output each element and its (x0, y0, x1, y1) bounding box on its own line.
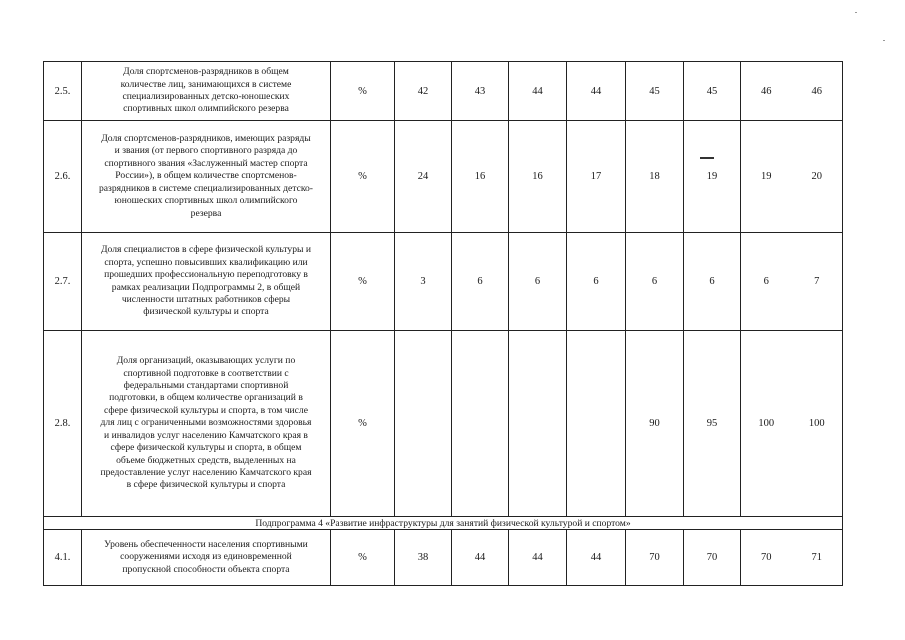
row-number: 2.7. (44, 233, 82, 331)
row-number: 4.1. (44, 530, 82, 586)
indicator-description (82, 233, 331, 331)
value-cell: 44 (452, 530, 509, 586)
value-cell (395, 331, 452, 517)
scan-mark (700, 157, 714, 159)
indicator-description (82, 331, 331, 517)
description-line: количестве лиц, занимающихся в системе (120, 78, 292, 90)
section-row (44, 517, 843, 530)
value-cell: 46 (761, 85, 772, 97)
value-cell: 38 (395, 530, 452, 586)
table-row (44, 121, 843, 233)
value-cell: 6 (763, 276, 769, 287)
value-cell: 71 (811, 552, 822, 563)
description-line: сооружениями исходя из единовременной (120, 551, 292, 563)
row-number: 2.6. (44, 121, 82, 233)
indicator-description (82, 121, 331, 233)
value-cell: 44 (567, 62, 626, 121)
section-title: Подпрограмма 4 «Развитие инфраструктуры для занятий физической культурой и спортом» (44, 517, 843, 530)
value-cell (452, 331, 509, 517)
description-line: спортивной подготовке в соответствии с (123, 367, 289, 379)
description-line: Доля спортсменов-разрядников, имеющих разряды (101, 133, 311, 145)
description-line: спортивного звания «Заслуженный мастер спорта (104, 157, 308, 169)
value-cell: 19 (684, 121, 741, 233)
value-cell: 90 (626, 331, 684, 517)
value-pair (741, 530, 843, 586)
description-line: численности штатных работников сферы (121, 293, 291, 305)
description-line: Уровень обеспеченности населения спортивными (104, 538, 308, 550)
value-cell: 16 (452, 121, 509, 233)
description-line: подготовки, в общем количестве организаций в (109, 392, 303, 404)
value-cell: 43 (452, 62, 509, 121)
description-line: резерва (190, 207, 222, 219)
description-line: физической культуры и спорта (143, 306, 269, 318)
value-cell: 44 (509, 530, 567, 586)
description-line: сфере физической культуры и спорта, в том числе (104, 404, 308, 416)
unit-cell: % (331, 331, 395, 517)
indicator-description (82, 62, 331, 121)
description-line: Доля специалистов в сфере физической культуры и (101, 244, 311, 256)
unit-cell: % (331, 62, 395, 121)
value-cell: 7 (814, 276, 820, 287)
description-line: Доля организаций, оказывающих услуги по (116, 355, 296, 367)
scan-speck (883, 40, 885, 41)
value-cell: 20 (811, 171, 822, 182)
value-cell: 45 (684, 62, 741, 121)
description-line: и звания (от первого спортивного разряда до (114, 145, 298, 157)
value-cell: 6 (684, 233, 741, 331)
value-pair (741, 121, 843, 233)
indicators-table (43, 61, 843, 586)
row-number: 2.5. (44, 62, 82, 121)
description-line: спортивных школ олимпийского резерва (123, 103, 289, 115)
value-pair (741, 233, 843, 331)
value-cell: 100 (808, 418, 825, 429)
value-cell: 6 (626, 233, 684, 331)
description-line: разрядников в системе специализированных детско- (98, 182, 313, 194)
description-line: рамках реализации Подпрограммы 2, в общей (111, 281, 301, 293)
description-line: и инвалидов услуг населению Камчатского края в (104, 429, 308, 441)
value-cell (567, 331, 626, 517)
table-row (44, 62, 843, 121)
scan-speck (855, 12, 857, 13)
value-cell: 70 (761, 552, 772, 563)
value-cell: 6 (567, 233, 626, 331)
table-row (44, 233, 843, 331)
description-line: пропускной способности объекта спорта (122, 563, 290, 575)
value-cell: 70 (684, 530, 741, 586)
unit-cell: % (331, 233, 395, 331)
table-row (44, 331, 843, 517)
value-pair (741, 331, 843, 517)
description-line: в сфере физической культуры и спорта (126, 479, 286, 491)
value-cell: 44 (509, 62, 567, 121)
description-line: объеме бюджетных средств, выделенных на (116, 454, 296, 466)
unit-cell: % (331, 121, 395, 233)
description-line: прошедших профессиональную переподготовку в (104, 269, 308, 281)
description-line: предоставление услуг населению Камчатского края (100, 466, 312, 478)
row-number: 2.8. (44, 331, 82, 517)
value-cell: 95 (684, 331, 741, 517)
indicator-description (82, 530, 331, 586)
value-cell: 17 (567, 121, 626, 233)
value-cell: 44 (567, 530, 626, 586)
value-cell: 19 (761, 171, 772, 182)
description-line: спорта, успешно повысивших квалификацию или (104, 256, 308, 268)
description-line: юношеских спортивных школ олимпийского (114, 195, 298, 207)
value-cell: 6 (452, 233, 509, 331)
value-cell: 16 (509, 121, 567, 233)
value-cell: 46 (811, 85, 822, 97)
unit-cell: % (331, 530, 395, 586)
value-cell (509, 331, 567, 517)
value-cell: 100 (758, 418, 775, 429)
value-cell: 3 (395, 233, 452, 331)
value-cell: 42 (395, 62, 452, 121)
value-pair (741, 62, 843, 121)
description-line: специализированных детско-юношеских (122, 91, 290, 102)
value-cell: 24 (395, 121, 452, 233)
value-cell: 18 (626, 121, 684, 233)
description-line: России»), в общем количестве спортсменов- (115, 170, 297, 182)
table-row (44, 530, 843, 586)
value-cell: 45 (626, 62, 684, 121)
description-line: федеральными стандартами спортивной (123, 380, 289, 392)
description-line: Доля спортсменов-разрядников в общем (123, 66, 289, 78)
value-cell: 6 (509, 233, 567, 331)
description-line: сфере физической культуры и спорта, в общем (110, 442, 302, 454)
description-line: для лиц с ограниченными возможностями здоровья (100, 417, 312, 429)
value-cell: 70 (626, 530, 684, 586)
